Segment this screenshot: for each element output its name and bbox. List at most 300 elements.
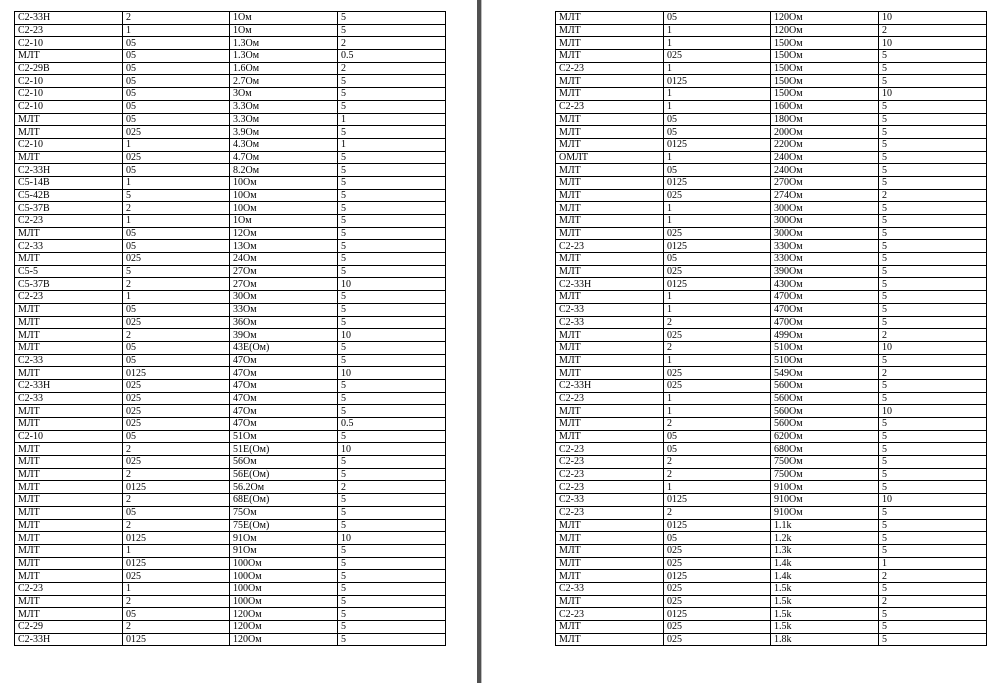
resistance-cell: 1Ом [230, 24, 338, 37]
type-cell: С2-33Н [15, 379, 123, 392]
table-row [15, 532, 446, 545]
tolerance-cell: 5 [338, 215, 446, 228]
power-cell: 2 [123, 278, 230, 291]
type-cell: С5-14В [15, 176, 123, 189]
table-row [556, 481, 987, 494]
power-cell: 1 [664, 392, 771, 405]
resistance-cell: 100Ом [230, 595, 338, 608]
power-cell: 05 [664, 532, 771, 545]
type-cell: МЛТ [556, 253, 664, 266]
tolerance-cell: 5 [338, 100, 446, 113]
power-cell: 2 [123, 443, 230, 456]
table-row [15, 379, 446, 392]
tolerance-cell: 5 [879, 265, 987, 278]
type-cell: С2-23 [556, 62, 664, 75]
table-row [556, 189, 987, 202]
resistance-cell: 160Ом [771, 100, 879, 113]
resistance-cell: 1.3k [771, 544, 879, 557]
resistance-cell: 10Ом [230, 202, 338, 215]
power-cell: 025 [123, 253, 230, 266]
type-cell: С2-23 [556, 443, 664, 456]
tolerance-cell: 10 [338, 367, 446, 380]
tolerance-cell: 2 [879, 570, 987, 583]
table-row [15, 621, 446, 634]
resistance-cell: 240Ом [771, 164, 879, 177]
type-cell: С2-33 [15, 240, 123, 253]
power-cell: 1 [664, 37, 771, 50]
table-row [15, 341, 446, 354]
table-row [15, 253, 446, 266]
power-cell: 05 [123, 303, 230, 316]
type-cell: МЛТ [15, 570, 123, 583]
tolerance-cell: 5 [338, 608, 446, 621]
tolerance-cell: 10 [338, 532, 446, 545]
table-row [556, 215, 987, 228]
power-cell: 025 [664, 189, 771, 202]
tolerance-cell: 5 [879, 532, 987, 545]
tolerance-cell: 2 [879, 595, 987, 608]
table-row [556, 443, 987, 456]
resistance-cell: 270Ом [771, 176, 879, 189]
tolerance-cell: 5 [879, 151, 987, 164]
table-row [15, 481, 446, 494]
tolerance-cell: 10 [879, 494, 987, 507]
resistance-cell: 27Ом [230, 278, 338, 291]
resistance-cell: 510Ом [771, 341, 879, 354]
type-cell: МЛТ [556, 189, 664, 202]
type-cell: С2-23 [556, 240, 664, 253]
tolerance-cell: 5 [338, 379, 446, 392]
table-row [15, 62, 446, 75]
resistance-cell: 620Ом [771, 430, 879, 443]
power-cell: 1 [123, 544, 230, 557]
tolerance-cell: 5 [338, 392, 446, 405]
tolerance-cell: 5 [338, 12, 446, 25]
table-row [556, 570, 987, 583]
table-row [556, 291, 987, 304]
table-row [15, 633, 446, 646]
power-cell: 05 [123, 341, 230, 354]
table-row [556, 113, 987, 126]
power-cell: 025 [123, 570, 230, 583]
power-cell: 05 [664, 113, 771, 126]
resistance-cell: 150Ом [771, 88, 879, 101]
type-cell: С2-23 [15, 291, 123, 304]
power-cell: 0125 [123, 633, 230, 646]
tolerance-cell: 5 [338, 88, 446, 101]
type-cell: МЛТ [15, 506, 123, 519]
tolerance-cell: 5 [338, 75, 446, 88]
type-cell: С2-33 [556, 303, 664, 316]
tolerance-cell: 5 [338, 506, 446, 519]
tolerance-cell: 2 [338, 62, 446, 75]
table-row [556, 544, 987, 557]
table-row [15, 24, 446, 37]
tolerance-cell: 5 [338, 341, 446, 354]
resistance-cell: 47Ом [230, 367, 338, 380]
table-row [15, 544, 446, 557]
power-cell: 025 [664, 50, 771, 63]
table-row [15, 100, 446, 113]
type-cell: МЛТ [556, 291, 664, 304]
resistance-cell: 120Ом [771, 12, 879, 25]
type-cell: МЛТ [556, 544, 664, 557]
power-cell: 1 [664, 291, 771, 304]
power-cell: 025 [123, 456, 230, 469]
type-cell: С2-10 [15, 430, 123, 443]
resistance-cell: 10Ом [230, 176, 338, 189]
type-cell: С5-42В [15, 189, 123, 202]
power-cell: 2 [664, 341, 771, 354]
power-cell: 0125 [664, 570, 771, 583]
power-cell: 05 [123, 240, 230, 253]
table-row [15, 138, 446, 151]
power-cell: 025 [664, 544, 771, 557]
resistance-cell: 560Ом [771, 405, 879, 418]
table-row [556, 582, 987, 595]
power-cell: 2 [123, 329, 230, 342]
tolerance-cell: 5 [338, 633, 446, 646]
power-cell: 025 [123, 126, 230, 139]
type-cell: МЛТ [15, 329, 123, 342]
power-cell: 0125 [664, 75, 771, 88]
resistance-cell: 4.7Ом [230, 151, 338, 164]
table-row [15, 189, 446, 202]
type-cell: МЛТ [556, 418, 664, 431]
power-cell: 025 [664, 379, 771, 392]
type-cell: МЛТ [556, 633, 664, 646]
resistance-cell: 75Е(Ом) [230, 519, 338, 532]
power-cell: 1 [664, 202, 771, 215]
tolerance-cell: 5 [879, 519, 987, 532]
table-row [556, 367, 987, 380]
resistance-cell: 560Ом [771, 418, 879, 431]
tolerance-cell: 5 [879, 202, 987, 215]
table-row [15, 329, 446, 342]
tolerance-cell: 5 [338, 570, 446, 583]
tolerance-cell: 5 [338, 227, 446, 240]
power-cell: 0125 [123, 481, 230, 494]
resistance-cell: 3Ом [230, 88, 338, 101]
table-row [15, 88, 446, 101]
table-row [15, 570, 446, 583]
tolerance-cell: 2 [879, 367, 987, 380]
power-cell: 2 [123, 519, 230, 532]
type-cell: С2-23 [556, 456, 664, 469]
type-cell: МЛТ [556, 37, 664, 50]
tolerance-cell: 5 [338, 468, 446, 481]
power-cell: 05 [664, 126, 771, 139]
type-cell: С2-10 [15, 100, 123, 113]
table-row [15, 303, 446, 316]
tolerance-cell: 5 [879, 392, 987, 405]
table-row [556, 379, 987, 392]
power-cell: 1 [123, 24, 230, 37]
tolerance-cell: 5 [338, 202, 446, 215]
type-cell: ОМЛТ [556, 151, 664, 164]
table-row [15, 291, 446, 304]
table-row [556, 557, 987, 570]
table-row [15, 50, 446, 63]
power-cell: 05 [123, 430, 230, 443]
power-cell: 0125 [664, 608, 771, 621]
resistance-cell: 47Ом [230, 379, 338, 392]
table-row [556, 506, 987, 519]
power-cell: 2 [123, 621, 230, 634]
power-cell: 1 [664, 481, 771, 494]
power-cell: 025 [664, 633, 771, 646]
type-cell: МЛТ [556, 405, 664, 418]
tolerance-cell: 5 [879, 582, 987, 595]
tolerance-cell: 5 [338, 126, 446, 139]
resistance-cell: 4.3Ом [230, 138, 338, 151]
resistance-cell: 1Ом [230, 12, 338, 25]
tolerance-cell: 5 [879, 176, 987, 189]
type-cell: С2-23 [15, 24, 123, 37]
tolerance-cell: 1 [338, 113, 446, 126]
resistance-cell: 560Ом [771, 379, 879, 392]
resistance-cell: 1.8k [771, 633, 879, 646]
type-cell: МЛТ [15, 227, 123, 240]
power-cell: 1 [664, 303, 771, 316]
tolerance-cell: 5 [879, 253, 987, 266]
power-cell: 2 [123, 202, 230, 215]
tolerance-cell: 2 [879, 24, 987, 37]
power-cell: 05 [664, 443, 771, 456]
resistance-cell: 1Ом [230, 215, 338, 228]
power-cell: 2 [664, 418, 771, 431]
table-row [556, 608, 987, 621]
tolerance-cell: 1 [879, 557, 987, 570]
resistance-cell: 150Ом [771, 50, 879, 63]
tolerance-cell: 5 [338, 405, 446, 418]
resistance-cell: 100Ом [230, 582, 338, 595]
table-row [556, 176, 987, 189]
resistance-cell: 910Ом [771, 506, 879, 519]
type-cell: С2-10 [15, 138, 123, 151]
table-row [15, 608, 446, 621]
table-row [556, 100, 987, 113]
power-cell: 05 [664, 430, 771, 443]
tolerance-cell: 5 [338, 494, 446, 507]
type-cell: С2-23 [15, 215, 123, 228]
power-cell: 025 [123, 405, 230, 418]
type-cell: МЛТ [556, 519, 664, 532]
type-cell: МЛТ [15, 481, 123, 494]
table-row [556, 494, 987, 507]
table-row [556, 88, 987, 101]
type-cell: МЛТ [556, 12, 664, 25]
resistance-cell: 499Ом [771, 329, 879, 342]
power-cell: 05 [123, 88, 230, 101]
table-row [15, 278, 446, 291]
tolerance-cell: 5 [338, 582, 446, 595]
type-cell: МЛТ [15, 595, 123, 608]
resistance-cell: 910Ом [771, 494, 879, 507]
type-cell: С2-33Н [556, 379, 664, 392]
type-cell: МЛТ [15, 494, 123, 507]
type-cell: С2-23 [556, 481, 664, 494]
resistance-cell: 13Ом [230, 240, 338, 253]
resistance-cell: 330Ом [771, 240, 879, 253]
power-cell: 2 [664, 316, 771, 329]
tolerance-cell: 5 [338, 456, 446, 469]
resistance-cell: 3.9Ом [230, 126, 338, 139]
type-cell: МЛТ [556, 138, 664, 151]
power-cell: 05 [123, 227, 230, 240]
table-row [15, 151, 446, 164]
table-row [556, 354, 987, 367]
tolerance-cell: 5 [879, 418, 987, 431]
tolerance-cell: 5 [879, 354, 987, 367]
type-cell: МЛТ [556, 341, 664, 354]
table-row [15, 392, 446, 405]
resistance-cell: 390Ом [771, 265, 879, 278]
table-row [15, 582, 446, 595]
tolerance-cell: 2 [879, 329, 987, 342]
power-cell: 0125 [123, 557, 230, 570]
resistance-cell: 120Ом [771, 24, 879, 37]
tolerance-cell: 5 [879, 291, 987, 304]
type-cell: МЛТ [15, 557, 123, 570]
power-cell: 025 [664, 227, 771, 240]
tolerance-cell: 5 [879, 544, 987, 557]
resistance-cell: 1.6Ом [230, 62, 338, 75]
tolerance-cell: 5 [879, 608, 987, 621]
tolerance-cell: 5 [879, 316, 987, 329]
type-cell: МЛТ [556, 113, 664, 126]
tolerance-cell: 5 [338, 164, 446, 177]
type-cell: МЛТ [556, 88, 664, 101]
resistance-cell: 43Е(Ом) [230, 341, 338, 354]
table-row [15, 456, 446, 469]
tolerance-cell: 5 [879, 138, 987, 151]
table-row [556, 24, 987, 37]
power-cell: 05 [123, 608, 230, 621]
power-cell: 0125 [123, 367, 230, 380]
power-cell: 05 [664, 164, 771, 177]
resistance-cell: 1.2k [771, 532, 879, 545]
table-row [556, 227, 987, 240]
resistance-cell: 1.5k [771, 621, 879, 634]
power-cell: 2 [664, 506, 771, 519]
tolerance-cell: 10 [338, 278, 446, 291]
table-row [15, 418, 446, 431]
tolerance-cell: 10 [879, 12, 987, 25]
resistance-cell: 1.4k [771, 557, 879, 570]
tolerance-cell: 5 [338, 519, 446, 532]
tolerance-cell: 5 [879, 633, 987, 646]
resistance-cell: 330Ом [771, 253, 879, 266]
resistance-cell: 150Ом [771, 37, 879, 50]
type-cell: МЛТ [15, 468, 123, 481]
type-cell: МЛТ [556, 202, 664, 215]
resistance-cell: 1.5k [771, 608, 879, 621]
tolerance-cell: 5 [338, 621, 446, 634]
table-row [15, 430, 446, 443]
power-cell: 05 [123, 75, 230, 88]
type-cell: С2-29В [15, 62, 123, 75]
tolerance-cell: 10 [338, 443, 446, 456]
table-row [556, 418, 987, 431]
tolerance-cell: 5 [338, 151, 446, 164]
type-cell: С2-10 [15, 37, 123, 50]
tolerance-cell: 5 [879, 303, 987, 316]
resistance-cell: 220Ом [771, 138, 879, 151]
table-row [556, 202, 987, 215]
type-cell: С2-33 [15, 354, 123, 367]
table-row [556, 329, 987, 342]
resistance-cell: 91Ом [230, 532, 338, 545]
power-cell: 1 [664, 151, 771, 164]
resistance-cell: 180Ом [771, 113, 879, 126]
resistance-cell: 910Ом [771, 481, 879, 494]
table-row [15, 468, 446, 481]
type-cell: МЛТ [15, 50, 123, 63]
type-cell: С5-37В [15, 278, 123, 291]
power-cell: 05 [123, 100, 230, 113]
type-cell: МЛТ [15, 253, 123, 266]
resistance-cell: 470Ом [771, 303, 879, 316]
page-divider-shadow [481, 0, 482, 683]
type-cell: С2-33Н [15, 633, 123, 646]
type-cell: С2-33Н [15, 164, 123, 177]
table-row [556, 405, 987, 418]
type-cell: МЛТ [556, 570, 664, 583]
tolerance-cell: 5 [879, 278, 987, 291]
tolerance-cell: 2 [338, 481, 446, 494]
resistance-cell: 100Ом [230, 570, 338, 583]
power-cell: 2 [664, 456, 771, 469]
tolerance-cell: 5 [338, 354, 446, 367]
resistance-cell: 470Ом [771, 291, 879, 304]
type-cell: С2-23 [556, 506, 664, 519]
resistance-cell: 300Ом [771, 215, 879, 228]
tolerance-cell: 5 [879, 62, 987, 75]
tolerance-cell: 5 [879, 443, 987, 456]
resistance-cell: 75Ом [230, 506, 338, 519]
resistance-cell: 56Е(Ом) [230, 468, 338, 481]
tolerance-cell: 5 [879, 506, 987, 519]
type-cell: МЛТ [15, 443, 123, 456]
table-row [15, 113, 446, 126]
table-row [15, 316, 446, 329]
power-cell: 1 [123, 582, 230, 595]
type-cell: МЛТ [15, 608, 123, 621]
power-cell: 025 [664, 621, 771, 634]
table-row [15, 405, 446, 418]
type-cell: С2-23 [15, 582, 123, 595]
tolerance-cell: 1 [338, 138, 446, 151]
table-row [15, 494, 446, 507]
tolerance-cell: 5 [338, 24, 446, 37]
tolerance-cell: 2 [879, 189, 987, 202]
resistance-cell: 100Ом [230, 557, 338, 570]
power-cell: 025 [664, 557, 771, 570]
type-cell: С2-33Н [556, 278, 664, 291]
resistance-cell: 1.1k [771, 519, 879, 532]
tolerance-cell: 0.5 [338, 50, 446, 63]
power-cell: 5 [123, 265, 230, 278]
power-cell: 025 [123, 418, 230, 431]
resistance-cell: 12Ом [230, 227, 338, 240]
table-row [15, 557, 446, 570]
power-cell: 025 [123, 392, 230, 405]
resistance-cell: 120Ом [230, 633, 338, 646]
table-row [556, 316, 987, 329]
tolerance-cell: 5 [879, 481, 987, 494]
tolerance-cell: 5 [879, 379, 987, 392]
